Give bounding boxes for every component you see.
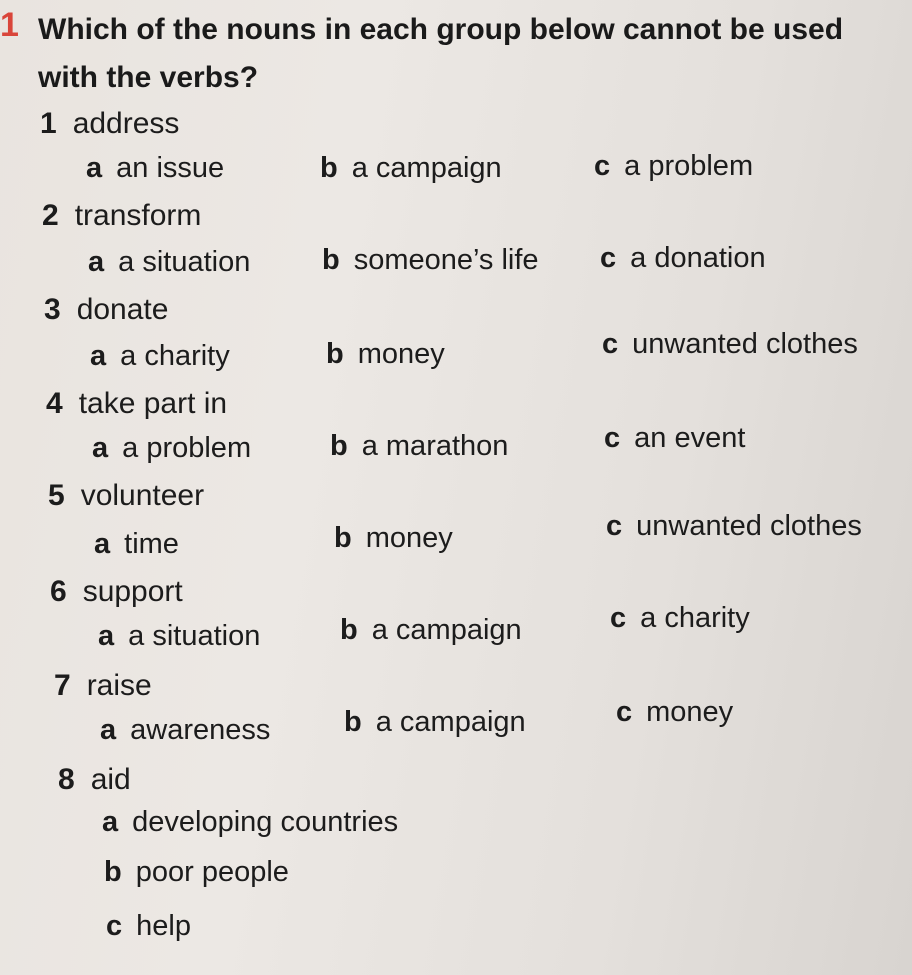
question-number: 6 [50, 575, 67, 608]
question-number: 7 [54, 669, 71, 702]
option-letter: a [100, 714, 117, 746]
option-1b [320, 150, 502, 186]
option-5c [606, 508, 862, 544]
option-text: help [136, 910, 191, 942]
question-verb: support [82, 575, 183, 608]
question-7 [54, 668, 152, 704]
option-letter: b [344, 706, 362, 738]
option-text: money [365, 522, 453, 554]
option-letter: c [610, 602, 627, 634]
option-text: a marathon [361, 430, 509, 462]
option-2a [88, 244, 250, 280]
option-text: a campaign [351, 152, 502, 184]
option-7b [344, 704, 526, 740]
option-letter: a [86, 152, 103, 184]
option-text: unwanted clothes [636, 510, 862, 542]
option-text: a charity [640, 602, 750, 634]
option-letter: b [330, 430, 348, 462]
option-1a [86, 150, 224, 186]
question-number: 3 [44, 293, 61, 326]
question-5 [48, 478, 204, 514]
option-letter: a [98, 620, 115, 652]
question-verb: address [72, 107, 180, 140]
option-letter: b [322, 244, 340, 276]
option-letter: b [326, 338, 344, 370]
option-letter: a [94, 528, 111, 560]
question-4 [46, 386, 227, 422]
option-text: unwanted clothes [632, 328, 858, 360]
question-1 [40, 106, 179, 142]
option-letter: a [88, 246, 105, 278]
option-letter: b [320, 152, 338, 184]
option-letter: c [602, 328, 619, 360]
option-text: awareness [130, 714, 271, 746]
exercise-number: 1 [0, 6, 19, 44]
option-6c [610, 600, 750, 636]
option-6b [340, 612, 522, 648]
exercise-instruction: Which of the nouns in each group below cannot be used with the verbs? [38, 13, 844, 94]
option-4b [330, 428, 508, 464]
option-text: an event [634, 422, 746, 454]
option-text: time [124, 528, 179, 560]
option-5b [334, 520, 453, 556]
option-2b [322, 242, 539, 278]
option-letter: c [106, 910, 123, 942]
option-text: an issue [116, 152, 225, 184]
option-letter: a [90, 340, 107, 372]
question-number: 4 [46, 387, 63, 420]
option-4a [92, 430, 251, 466]
option-letter: c [604, 422, 621, 454]
question-number: 5 [48, 479, 65, 512]
option-letter: b [104, 856, 122, 888]
option-3a [90, 338, 230, 374]
option-letter: c [594, 150, 611, 182]
option-5a [94, 526, 179, 562]
question-verb: transform [74, 199, 202, 232]
option-3c [602, 326, 858, 362]
question-number: 2 [42, 199, 59, 232]
option-text: a charity [120, 340, 230, 372]
question-2 [42, 198, 201, 234]
option-text: money [357, 338, 445, 370]
option-letter: b [334, 522, 352, 554]
question-3 [44, 292, 168, 328]
option-text: a campaign [375, 706, 526, 738]
option-8c [106, 908, 191, 944]
option-text: a problem [122, 432, 252, 464]
option-text: money [646, 696, 734, 728]
option-text: a donation [630, 242, 766, 274]
option-8b [104, 854, 289, 890]
option-letter: a [92, 432, 109, 464]
question-8 [58, 762, 131, 798]
option-letter: b [340, 614, 358, 646]
option-8a [102, 804, 398, 840]
question-number: 8 [58, 763, 75, 796]
question-verb: raise [86, 669, 152, 702]
question-verb: donate [76, 293, 169, 326]
question-verb: aid [90, 763, 131, 796]
option-7c [616, 694, 733, 730]
option-4c [604, 420, 745, 456]
question-number: 1 [40, 107, 57, 140]
option-3b [326, 336, 445, 372]
option-letter: c [600, 242, 617, 274]
option-letter: c [606, 510, 623, 542]
option-text: poor people [135, 856, 289, 888]
option-letter: c [616, 696, 633, 728]
option-6a [98, 618, 260, 654]
option-text: a campaign [371, 614, 522, 646]
option-text: someone’s life [353, 244, 539, 276]
option-text: developing countries [132, 806, 399, 838]
option-2c [600, 240, 766, 276]
question-verb: take part in [78, 387, 228, 420]
option-text: a situation [118, 246, 251, 278]
option-7a [100, 712, 270, 748]
question-6 [50, 574, 183, 610]
option-letter: a [102, 806, 119, 838]
option-text: a situation [128, 620, 261, 652]
question-verb: volunteer [80, 479, 205, 512]
option-text: a problem [624, 150, 754, 182]
option-1c [594, 148, 753, 184]
